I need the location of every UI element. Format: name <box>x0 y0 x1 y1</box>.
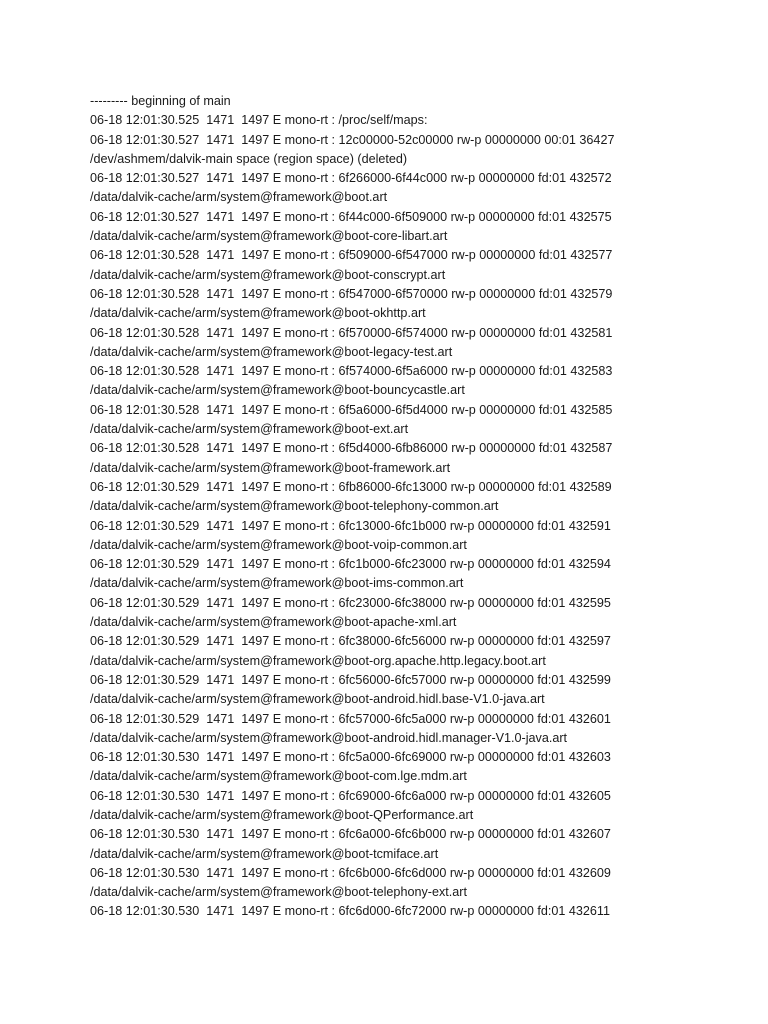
log-line: 06-18 12:01:30.528 1471 1497 E mono-rt : 6f574000-6f5a6000 rw-p 00000000 fd:01 432583 <box>90 364 613 379</box>
log-line: 06-18 12:01:30.525 1471 1497 E mono-rt : /proc/self/maps: <box>90 113 428 128</box>
log-line: 06-18 12:01:30.530 1471 1497 E mono-rt : 6fc6b000-6fc6d000 rw-p 00000000 fd:01 432609 <box>90 865 611 880</box>
log-line: /data/dalvik-cache/arm/system@framework@boot-voip-common.art <box>90 537 467 552</box>
log-line: 06-18 12:01:30.530 1471 1497 E mono-rt : 6fc6a000-6fc6b000 rw-p 00000000 fd:01 432607 <box>90 827 611 842</box>
log-line: /data/dalvik-cache/arm/system@framework@boot-legacy-test.art <box>90 344 453 359</box>
log-line: /data/dalvik-cache/arm/system@framework@boot-conscrypt.art <box>90 267 446 282</box>
log-line: /data/dalvik-cache/arm/system@framework@boot-bouncycastle.art <box>90 383 465 398</box>
log-line: 06-18 12:01:30.527 1471 1497 E mono-rt : 6f44c000-6f509000 rw-p 00000000 fd:01 432575 <box>90 209 612 224</box>
log-line: /data/dalvik-cache/arm/system@framework@boot-telephony-common.art <box>90 499 499 514</box>
log-line: /data/dalvik-cache/arm/system@framework@boot-apache-xml.art <box>90 615 457 630</box>
log-line: 06-18 12:01:30.529 1471 1497 E mono-rt : 6fc1b000-6fc23000 rw-p 00000000 fd:01 432594 <box>90 557 611 572</box>
log-line: 06-18 12:01:30.528 1471 1497 E mono-rt : 6f509000-6f547000 rw-p 00000000 fd:01 432577 <box>90 248 613 263</box>
log-line: 06-18 12:01:30.529 1471 1497 E mono-rt : 6fc56000-6fc57000 rw-p 00000000 fd:01 432599 <box>90 672 611 687</box>
log-line: /dev/ashmem/dalvik-main space (region space) (deleted) <box>90 151 408 166</box>
log-line: /data/dalvik-cache/arm/system@framework@boot-core-libart.art <box>90 229 448 244</box>
log-line: /data/dalvik-cache/arm/system@framework@boot-ext.art <box>90 422 409 437</box>
log-line: /data/dalvik-cache/arm/system@framework@boot-framework.art <box>90 460 451 475</box>
log-line: /data/dalvik-cache/arm/system@framework@boot-com.lge.mdm.art <box>90 769 467 784</box>
log-line: /data/dalvik-cache/arm/system@framework@boot.art <box>90 190 388 205</box>
log-line: 06-18 12:01:30.529 1471 1497 E mono-rt : 6fb86000-6fc13000 rw-p 00000000 fd:01 432589 <box>90 479 612 494</box>
log-line: 06-18 12:01:30.529 1471 1497 E mono-rt : 6fc57000-6fc5a000 rw-p 00000000 fd:01 432601 <box>90 711 611 726</box>
log-line: 06-18 12:01:30.527 1471 1497 E mono-rt : 6f266000-6f44c000 rw-p 00000000 fd:01 432572 <box>90 171 612 186</box>
log-line: /data/dalvik-cache/arm/system@framework@boot-tcmiface.art <box>90 846 439 861</box>
log-line: /data/dalvik-cache/arm/system@framework@boot-android.hidl.manager-V1.0-java.art <box>90 730 568 745</box>
log-line: 06-18 12:01:30.528 1471 1497 E mono-rt : 6f570000-6f574000 rw-p 00000000 fd:01 432581 <box>90 325 613 340</box>
log-line: 06-18 12:01:30.530 1471 1497 E mono-rt : 6fc5a000-6fc69000 rw-p 00000000 fd:01 432603 <box>90 750 611 765</box>
log-line: 06-18 12:01:30.528 1471 1497 E mono-rt : 6f5a6000-6f5d4000 rw-p 00000000 fd:01 432585 <box>90 402 613 417</box>
log-line: 06-18 12:01:30.529 1471 1497 E mono-rt : 6fc23000-6fc38000 rw-p 00000000 fd:01 432595 <box>90 595 611 610</box>
log-line: --------- beginning of main <box>90 94 231 108</box>
log-line: /data/dalvik-cache/arm/system@framework@boot-telephony-ext.art <box>90 885 467 900</box>
log-line: /data/dalvik-cache/arm/system@framework@boot-org.apache.http.legacy.boot.art <box>90 653 546 668</box>
log-line: 06-18 12:01:30.530 1471 1497 E mono-rt : 6fc6d000-6fc72000 rw-p 00000000 fd:01 432611 <box>90 904 611 919</box>
log-text-block <box>90 92 750 922</box>
log-line: 06-18 12:01:30.528 1471 1497 E mono-rt : 6f5d4000-6fb86000 rw-p 00000000 fd:01 432587 <box>90 441 613 456</box>
log-line: /data/dalvik-cache/arm/system@framework@boot-okhttp.art <box>90 306 426 321</box>
log-line: 06-18 12:01:30.530 1471 1497 E mono-rt : 6fc69000-6fc6a000 rw-p 00000000 fd:01 432605 <box>90 788 611 803</box>
log-line: 06-18 12:01:30.528 1471 1497 E mono-rt : 6f547000-6f570000 rw-p 00000000 fd:01 432579 <box>90 286 613 301</box>
log-line: 06-18 12:01:30.529 1471 1497 E mono-rt : 6fc38000-6fc56000 rw-p 00000000 fd:01 432597 <box>90 634 611 649</box>
log-line: 06-18 12:01:30.527 1471 1497 E mono-rt : 12c00000-52c00000 rw-p 00000000 00:01 36427 <box>90 132 615 147</box>
log-line: 06-18 12:01:30.529 1471 1497 E mono-rt : 6fc13000-6fc1b000 rw-p 00000000 fd:01 432591 <box>90 518 611 533</box>
log-line: /data/dalvik-cache/arm/system@framework@boot-QPerformance.art <box>90 807 474 822</box>
log-line: /data/dalvik-cache/arm/system@framework@boot-ims-common.art <box>90 576 464 591</box>
log-line: /data/dalvik-cache/arm/system@framework@boot-android.hidl.base-V1.0-java.art <box>90 692 545 707</box>
